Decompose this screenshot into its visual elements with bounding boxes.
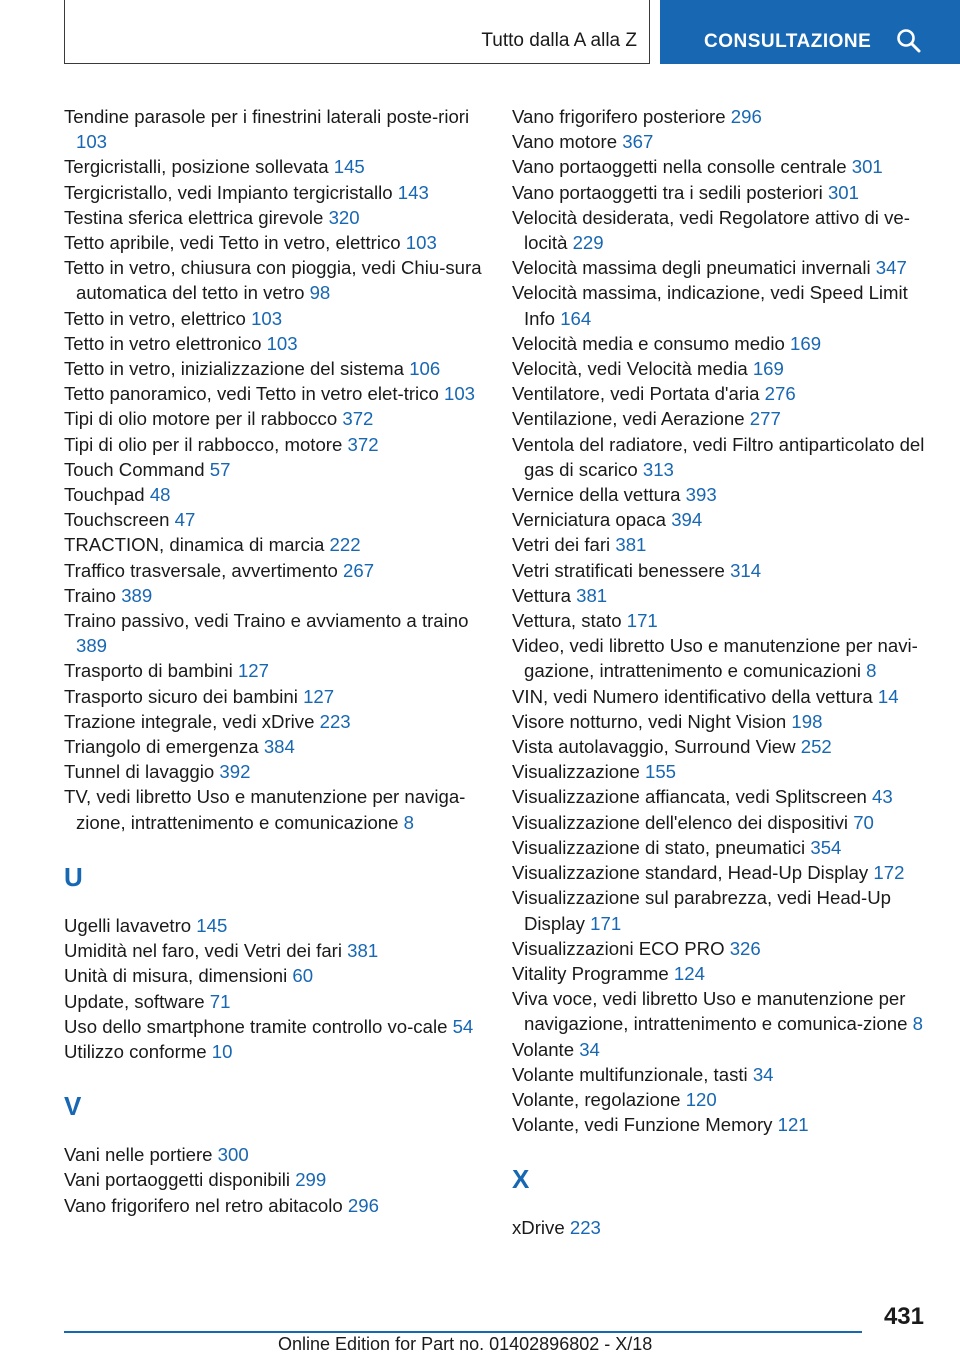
index-entry-page-link[interactable]: 381	[347, 940, 379, 962]
index-entry	[64, 734, 484, 759]
index-entry-text: Tipi di olio motore per il rabbocco	[64, 408, 338, 430]
index-entry-text: Utilizzo conforme	[64, 1040, 207, 1062]
index-entry-text: Viva voce, vedi libretto Uso e manutenzione per navigazione, intrattenimento e comunica-zione	[512, 988, 908, 1035]
index-entry-page-link[interactable]: 223	[569, 1217, 601, 1239]
footer-divider	[64, 1331, 862, 1333]
index-entry-page-link[interactable]: 299	[295, 1169, 327, 1191]
index-entry-text: Unità di misura, dimensioni	[64, 965, 288, 987]
index-section-letter: V	[64, 1091, 82, 1122]
index-section-letter: U	[64, 861, 83, 892]
index-entry-text: TV, vedi libretto Uso e manutenzione per naviga-zione, intrattenimento e comunicazione	[64, 786, 466, 833]
index-entry-text: Trasporto di bambini	[64, 660, 233, 682]
index-entry-text: Visualizzazione standard, Head-Up Display	[512, 862, 869, 884]
index-entry-text: Volante	[512, 1038, 575, 1060]
index-entry-text: Vettura, stato	[512, 610, 622, 632]
index-entry	[512, 961, 942, 986]
index-entry-text: Volante, vedi Funzione Memory	[512, 1114, 773, 1136]
index-entry	[64, 180, 484, 205]
index-entry	[64, 406, 484, 431]
index-entry	[512, 381, 942, 406]
index-entry-page-link[interactable]: 320	[328, 206, 360, 228]
index-entry	[64, 1193, 484, 1218]
index-entry-page-link[interactable]: 106	[409, 358, 441, 380]
index-entry	[512, 860, 942, 885]
index-entry-text: Tergicristallo, vedi Impianto tergicristallo	[64, 181, 393, 203]
index-entry-page-link[interactable]: 8	[403, 811, 414, 833]
index-entry	[64, 938, 484, 963]
index-entry-text: Tetto in vetro, inizializzazione del sistema	[64, 358, 405, 380]
index-entry	[512, 154, 942, 179]
index-entry	[64, 154, 484, 179]
index-entry-page-link[interactable]: 384	[263, 736, 295, 758]
index-entry-page-link[interactable]: 296	[730, 106, 762, 127]
index-entry-page-link[interactable]: 354	[810, 836, 842, 858]
index-entry-page-link[interactable]: 171	[590, 912, 622, 934]
index-entry-page-link[interactable]: 14	[877, 685, 899, 707]
index-entry	[64, 230, 484, 255]
index-entry-page-link[interactable]: 143	[397, 181, 429, 203]
index-entry-text: Vano frigorifero nel retro abitacolo	[64, 1194, 343, 1216]
index-entry	[512, 1062, 942, 1087]
page-number: 431	[883, 1303, 924, 1330]
index-entry-page-link[interactable]: 394	[671, 509, 703, 531]
index-entry-text: Vista autolavaggio, Surround View	[512, 736, 796, 758]
index-entry-text: Touchscreen	[64, 509, 170, 531]
index-entry-page-link[interactable]: 124	[673, 962, 705, 984]
index-entry-page-link[interactable]: 171	[626, 610, 658, 632]
index-entry	[64, 331, 484, 356]
index-entry-page-link[interactable]: 43	[872, 786, 893, 808]
index-entry-text: Tetto in vetro elettronico	[64, 332, 262, 354]
index-entry-text: Ventola del radiatore, vedi Filtro antiparticolato del gas di scarico	[512, 433, 925, 480]
index-entry	[64, 306, 484, 331]
index-entry	[512, 432, 942, 482]
index-entry	[64, 482, 484, 507]
index-entry	[64, 1014, 484, 1039]
index-entry-page-link[interactable]: 198	[791, 710, 823, 732]
index-entry-page-link[interactable]: 277	[749, 408, 781, 430]
index-entry-text: Velocità media e consumo medio	[512, 332, 785, 354]
index-entry	[64, 1039, 484, 1064]
index-entry	[512, 784, 942, 809]
index-entry-text: Trasporto sicuro dei bambini	[64, 685, 298, 707]
index-entry-text: Triangolo di emergenza	[64, 736, 259, 758]
index-entry	[512, 280, 942, 330]
index-entry-text: Ugelli lavavetro	[64, 914, 192, 936]
index-entry	[64, 255, 484, 305]
index-entry	[64, 532, 484, 557]
index-entry-page-link[interactable]: 252	[800, 736, 832, 758]
index-entry-text: Visualizzazione sul parabrezza, vedi Head-Up Display	[512, 887, 891, 934]
index-entry-page-link[interactable]: 121	[777, 1114, 809, 1136]
index-entry-page-link[interactable]: 127	[303, 685, 335, 707]
index-column-left	[64, 104, 484, 1218]
index-entry	[512, 885, 942, 935]
index-entry	[64, 684, 484, 709]
index-entry-text: Velocità massima degli pneumatici invernali	[512, 257, 871, 279]
index-entry	[64, 658, 484, 683]
index-entry	[512, 205, 942, 255]
index-entry-text: Verniciatura opaca	[512, 509, 667, 531]
index-entry-page-link[interactable]: 145	[333, 156, 365, 178]
index-entry-page-link[interactable]: 48	[149, 484, 171, 506]
index-entry-text: Vetri stratificati benessere	[512, 559, 725, 581]
index-entry	[512, 835, 942, 860]
index-entry	[64, 205, 484, 230]
consultazione-tab[interactable]	[660, 0, 960, 64]
index-entry-text: Touch Command	[64, 458, 205, 480]
index-entry-page-link[interactable]: 372	[347, 433, 379, 455]
index-entry-text: Traino	[64, 584, 117, 606]
index-entry-page-link[interactable]: 47	[174, 509, 196, 531]
index-entry	[64, 963, 484, 988]
index-entry	[64, 356, 484, 381]
index-entry-text: Vettura	[512, 584, 571, 606]
index-entry-text: Volante, regolazione	[512, 1088, 681, 1110]
index-entry-text: Traffico trasversale, avvertimento	[64, 559, 338, 581]
index-entry-page-link[interactable]: 103	[76, 131, 108, 153]
index-entry-text: Tipi di olio per il rabbocco, motore	[64, 433, 343, 455]
index-entry	[512, 986, 942, 1036]
index-entry-page-link[interactable]: 313	[642, 458, 674, 480]
index-entry	[512, 608, 942, 633]
index-entry-text: TRACTION, dinamica di marcia	[64, 534, 325, 556]
index-entry-page-link[interactable]: 98	[309, 282, 331, 304]
index-entry-text: Testina sferica elettrica girevole	[64, 206, 324, 228]
index-entry-text: Vetri dei fari	[512, 534, 611, 556]
index-entry-page-link[interactable]: 393	[685, 484, 717, 506]
index-entry-page-link[interactable]: 103	[405, 232, 437, 254]
index-entry	[64, 381, 484, 406]
index-entry-page-link[interactable]: 164	[560, 307, 592, 329]
index-entry-text: Tunnel di lavaggio	[64, 761, 215, 783]
index-entry	[64, 583, 484, 608]
index-entry-page-link[interactable]: 300	[217, 1144, 249, 1166]
index-entry-text: Visore notturno, vedi Night Vision	[512, 710, 787, 732]
index-entry-page-link[interactable]: 222	[329, 534, 361, 556]
index-entry-text: Umidità nel faro, vedi Vetri dei fari	[64, 940, 342, 962]
index-entry-page-link[interactable]: 103	[251, 307, 283, 329]
index-entry-text: Velocità desiderata, vedi Regolatore attivo di ve-locità	[512, 206, 910, 254]
consultazione-tab-label: CONSULTAZIONE	[704, 31, 872, 52]
index-entry-text: Vano portaoggetti nella consolle centrale	[512, 156, 847, 178]
index-entry-page-link[interactable]: 301	[851, 156, 883, 178]
index-entry-text: Visualizzazione affiancata, vedi Splitscreen	[512, 786, 867, 808]
index-entry	[64, 432, 484, 457]
index-entry-page-link[interactable]: 367	[622, 131, 654, 153]
footer-edition-text: Online Edition for Part no. 01402896802 - X/18	[278, 1334, 653, 1354]
index-section-letter: X	[512, 1164, 530, 1195]
index-entry-page-link[interactable]: 8	[912, 1013, 923, 1035]
index-entry-text: Touchpad	[64, 484, 145, 506]
index-entry	[64, 709, 484, 734]
index-entry	[512, 1087, 942, 1112]
index-entry-page-link[interactable]: 389	[76, 635, 108, 657]
index-entry-text: Vani portaoggetti disponibili	[64, 1169, 291, 1191]
index-entry-text: Vani nelle portiere	[64, 1144, 213, 1166]
index-entry-text: Tendine parasole per i finestrini laterali poste-riori	[64, 106, 470, 127]
index-entry-page-link[interactable]: 34	[752, 1063, 774, 1085]
index-entry-text: Vernice della vettura	[512, 484, 681, 506]
index-entry-page-link[interactable]: 54	[452, 1015, 474, 1037]
index-entry	[64, 457, 484, 482]
index-entry	[512, 1037, 942, 1062]
index-entry-page-link[interactable]: 392	[219, 761, 251, 783]
index-entry-page-link[interactable]: 296	[347, 1194, 379, 1216]
index-entry	[512, 558, 942, 583]
index-entry-page-link[interactable]: 10	[211, 1040, 233, 1062]
index-entry-text: Volante multifunzionale, tasti	[512, 1063, 748, 1085]
index-entry-text: Tetto apribile, vedi Tetto in vetro, elettrico	[64, 232, 401, 254]
index-entry-page-link[interactable]: 169	[752, 358, 784, 380]
index-entry	[512, 936, 942, 961]
index-entry-text: Update, software	[64, 990, 205, 1012]
index-entry	[64, 784, 484, 834]
index-entry	[512, 810, 942, 835]
index-entry	[512, 255, 942, 280]
index-entry	[512, 1215, 942, 1240]
index-entry	[64, 759, 484, 784]
index-entry	[512, 180, 942, 205]
index-entry	[512, 356, 942, 381]
index-entry-page-link[interactable]: 120	[685, 1088, 717, 1110]
index-entry-text: Visualizzazione di stato, pneumatici	[512, 836, 806, 858]
index-entry-page-link[interactable]: 301	[827, 181, 859, 203]
index-entry-text: Vano motore	[512, 131, 618, 153]
index-entry	[64, 1142, 484, 1167]
index-entry-text: Trazione integrale, vedi xDrive	[64, 710, 315, 732]
index-entry-page-link[interactable]: 381	[615, 534, 647, 556]
index-entry	[64, 989, 484, 1014]
index-entry	[512, 406, 942, 431]
index-entry-page-link[interactable]: 155	[645, 761, 677, 783]
index-entry-text: Traino passivo, vedi Traino e avviamento a traino	[64, 610, 469, 632]
index-entry	[512, 331, 942, 356]
index-entry-text: Vitality Programme	[512, 962, 669, 984]
index-entry-page-link[interactable]: 347	[875, 257, 907, 279]
index-entry-text: Tetto panoramico, vedi Tetto in vetro elet-trico	[64, 383, 439, 405]
index-entry-text: Velocità massima, indicazione, vedi Speed Limit Info	[512, 282, 908, 329]
index-entry	[64, 558, 484, 583]
index-entry-text: Tetto in vetro, chiusura con pioggia, vedi Chiu-sura automatica del tetto in vetro	[64, 257, 482, 304]
index-entry	[512, 633, 942, 683]
index-entry-text: Tetto in vetro, elettrico	[64, 307, 246, 329]
index-entry	[512, 684, 942, 709]
index-entry-page-link[interactable]: 34	[579, 1038, 600, 1060]
index-entry-text: Video, vedi libretto Uso e manutenzione per navi-gazione, intrattenimento e comunicazioni	[512, 635, 918, 682]
index-entry	[512, 507, 942, 532]
index-entry-page-link[interactable]: 381	[576, 584, 608, 606]
index-entry-page-link[interactable]: 70	[853, 811, 874, 833]
index-entry	[512, 759, 942, 784]
index-entry-text: Visualizzazione	[512, 761, 640, 783]
index-entry-page-link[interactable]: 223	[319, 710, 351, 732]
index-entry-text: Ventilatore, vedi Portata d'aria	[512, 383, 760, 405]
index-entry-text: Tergicristalli, posizione sollevata	[64, 156, 329, 178]
search-icon[interactable]	[896, 28, 922, 54]
index-entry	[512, 104, 942, 129]
index-entry-page-link[interactable]: 276	[764, 383, 796, 405]
index-entry-text: xDrive	[512, 1217, 565, 1239]
index-entry-page-link[interactable]: 8	[866, 660, 877, 682]
index-entry-page-link[interactable]: 314	[730, 559, 762, 581]
index-entry	[512, 734, 942, 759]
index-entry-page-link[interactable]: 267	[343, 559, 375, 581]
index-entry-page-link[interactable]: 389	[121, 584, 153, 606]
index-entry	[512, 709, 942, 734]
index-entry-text: Ventilazione, vedi Aerazione	[512, 408, 745, 430]
index-entry-text: Velocità, vedi Velocità media	[512, 358, 748, 380]
index-entry-text: Vano frigorifero posteriore	[512, 106, 726, 127]
index-entry-page-link[interactable]: 169	[790, 332, 822, 354]
index-entry-page-link[interactable]: 103	[444, 383, 476, 405]
index-entry-text: Visualizzazioni ECO PRO	[512, 937, 725, 959]
index-entry-page-link[interactable]: 103	[266, 332, 298, 354]
index-entry	[512, 129, 942, 154]
index-entry	[512, 583, 942, 608]
header-section-box	[64, 0, 650, 64]
index-entry-page-link[interactable]: 372	[342, 408, 374, 430]
index-entry-text: Vano portaoggetti tra i sedili posteriori	[512, 181, 823, 203]
index-entry	[64, 608, 484, 658]
index-entry-page-link[interactable]: 57	[209, 458, 231, 480]
index-entry-page-link[interactable]: 60	[292, 965, 314, 987]
index-entry-text: Uso dello smartphone tramite controllo vo-cale	[64, 1015, 448, 1037]
index-column-right	[512, 104, 942, 1241]
index-entry	[64, 913, 484, 938]
index-entry	[64, 507, 484, 532]
index-entry-page-link[interactable]: 172	[873, 862, 905, 884]
index-entry-page-link[interactable]: 326	[729, 937, 761, 959]
index-entry-page-link[interactable]: 145	[196, 914, 228, 936]
index-entry	[512, 532, 942, 557]
index-entry-page-link[interactable]: 71	[209, 990, 231, 1012]
index-entry-text: VIN, vedi Numero identificativo della vettura	[512, 685, 873, 707]
index-entry-text: Visualizzazione dell'elenco dei dispositivi	[512, 811, 849, 833]
index-entry-page-link[interactable]: 127	[237, 660, 269, 682]
index-entry-page-link[interactable]: 229	[572, 232, 604, 254]
index-entry	[64, 1167, 484, 1192]
index-entry	[64, 104, 484, 154]
index-entry	[512, 1112, 942, 1137]
header-section-title: Tutto dalla A alla Z	[481, 30, 637, 51]
index-entry	[512, 482, 942, 507]
